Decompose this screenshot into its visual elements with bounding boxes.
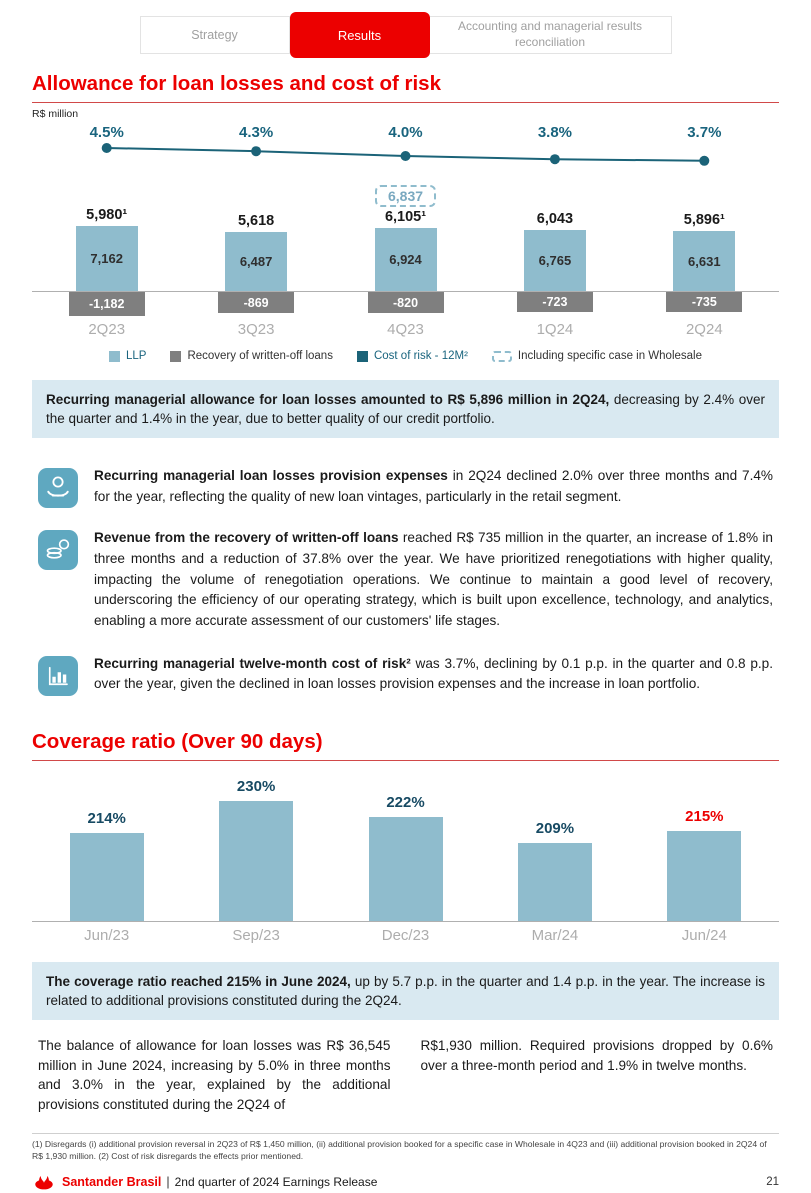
coverage-bar [219, 801, 293, 921]
highlight-box-coverage [32, 962, 779, 1020]
footer-subtitle: 2nd quarter of 2024 Earnings Release [174, 1174, 378, 1189]
llp-bar: 6,631 [673, 231, 735, 291]
page-number: 21 [766, 1175, 779, 1188]
coverage-bar [667, 831, 741, 921]
llp-bars-row [32, 175, 779, 291]
legend-label: Recovery of written-off loans [187, 350, 333, 362]
legend-label: Cost of risk - 12M² [373, 350, 468, 362]
x-axis-label: Jun/24 [681, 926, 727, 944]
recovery-bar: -723 [517, 292, 593, 312]
chart-column [181, 778, 330, 921]
bullet-rest-text: in 2Q24 declined 2.0% over three months and 7.4% for the year, reflecting the quality of new loan vintages, particularly in the retail segment. [94, 468, 774, 504]
x-axis-label: Dec/23 [381, 926, 430, 944]
balance-paragraph [32, 1036, 779, 1115]
recovery-bar: -735 [666, 292, 742, 312]
tab-accounting-reconciliation[interactable]: Accounting and managerial results reconciliation [430, 16, 672, 54]
x-axis-labels [32, 321, 779, 338]
x-axis-label: 1Q24 [536, 321, 574, 338]
bullet-text [94, 654, 773, 696]
coverage-value-label: 215% [685, 807, 724, 825]
chart-column [32, 207, 181, 291]
x-axis-label: Jun/23 [84, 926, 130, 944]
hand-coin-icon [38, 468, 78, 508]
highlight-coverage-rest: up by 5.7 p.p. in the quarter and 1.4 p.p. in the year. The increase is related to additional provisions constituted during the 2Q24. [46, 973, 765, 1008]
bullet-rest-text: was 3.7%, declining by 0.1 p.p. in the quarter and 0.8 p.p. over the year, given the declined in loan losses provision expenses and the increase in loan portfolio. [94, 655, 773, 692]
highlight-allowance-bold: Recurring managerial allowance for loan losses amounted to R$ 5,896 million in 2Q24, [46, 392, 610, 407]
cost-of-risk-value: 4.0% [388, 124, 423, 141]
recovery-bars-row [32, 292, 779, 316]
chart-unit-label: R$ million [32, 108, 79, 120]
chart-column [32, 292, 181, 316]
section-title-allowance: Allowance for loan losses and cost of risk [32, 72, 779, 103]
brand-name: Santander Brasil [62, 1174, 162, 1189]
recovery-coins-icon [38, 530, 78, 570]
cost-of-risk-value: 4.3% [239, 124, 274, 141]
footnote: (1) Disregards (i) additional provision reversal in 2Q23 of R$ 1,450 million, (ii) additional provision booked for a specific case in Wholesale in 4Q23 and (iii) additional provision booked in 2Q24 of R$ 1,930 million. (2) Cost of risk disregards the effects prior mentioned. [32, 1138, 767, 1161]
coverage-ratio-chart [32, 773, 779, 944]
llp-bar: 7,162 [76, 226, 138, 291]
page-footer [32, 1171, 779, 1193]
llp-bar: 6,765 [524, 230, 586, 291]
chart-column [480, 211, 629, 291]
allowance-cost-of-risk-chart [32, 124, 779, 338]
cost-of-risk-line [32, 141, 779, 175]
dashed-box-swatch [492, 351, 512, 362]
recovery-bar: -869 [218, 292, 294, 313]
balance-paragraph-left: The balance of allowance for loan losses was R$ 36,545 million in June 2024, increasing by 5.0% in three months and 3.0% in the year, explained by the additional provisions constituted during the 2Q24 of [38, 1037, 391, 1113]
bullet-bold-text: Recurring managerial twelve-month cost of risk² [94, 655, 411, 671]
coverage-value-label: 230% [236, 777, 276, 795]
bullet-bold-text: Revenue from the recovery of written-off loans [94, 530, 399, 546]
legend-label: Including specific case in Wholesale [517, 350, 703, 362]
chart-column [181, 213, 330, 291]
legend-label: LLP [125, 350, 147, 362]
wholesale-specific-case-label: 6,837 [375, 185, 436, 207]
x-axis-label: Mar/24 [531, 926, 579, 944]
chart-column [331, 185, 480, 291]
legend-llp [109, 350, 146, 362]
llp-bar: 6,487 [225, 232, 287, 291]
bullet-cost-of-risk [32, 654, 779, 696]
chart-column [480, 292, 629, 312]
recovery-bar: -1,182 [69, 292, 145, 316]
chart-column [331, 292, 480, 313]
net-allowance-label: 6,105¹ [384, 209, 427, 225]
balance-paragraph-right: R$1,930 million. Required provisions dropped by 0.6% over a three-month period and 1.9% in twelve months. [420, 1037, 773, 1073]
coverage-value-label: 222% [386, 793, 425, 811]
x-axis-label: 4Q23 [387, 321, 424, 338]
net-allowance-label: 6,043 [536, 211, 574, 227]
chart-column [630, 212, 779, 291]
santander-flame-logo [32, 1171, 56, 1193]
recovery-bar: -820 [368, 292, 444, 313]
bullet-provision-expenses [32, 466, 779, 508]
tab-strategy[interactable]: Strategy [140, 16, 290, 54]
x-axis-label: 3Q23 [237, 321, 275, 338]
highlight-coverage-bold: The coverage ratio reached 215% in June 2024, [46, 973, 351, 989]
coverage-bars-row [32, 773, 779, 921]
llp-bar: 6,924 [375, 228, 437, 291]
cost-of-risk-value: 3.7% [687, 124, 722, 141]
section-title-coverage: Coverage ratio (Over 90 days) [32, 730, 779, 761]
legend-recovery [170, 350, 333, 362]
cost-of-risk-labels-row [32, 124, 779, 141]
footnote-divider [32, 1133, 779, 1134]
chart-column [32, 810, 181, 921]
chart-column [630, 292, 779, 312]
cost-of-risk-value: 4.5% [89, 124, 124, 141]
x-axis-label: Sep/23 [232, 926, 280, 944]
recovery-swatch [170, 351, 181, 362]
tab-results[interactable]: Results [290, 12, 430, 58]
x-axis-label: 2Q23 [88, 321, 126, 338]
coverage-bar [70, 833, 144, 921]
bullet-rest-text: reached R$ 735 million in the quarter, an increase of 1.8% in three months and a reduction of 37.8% over the year. We have prioritized renegotiations with higher quality, impacting the volume of renegotiation operations. We continue to maintain a good level of recovery, underscoring the efficiency of our operating strategy, which is built upon excellence, technology, and analytics, enabling a more accurate assessment of our customers' life stages. [94, 530, 773, 628]
tab-bar [32, 12, 779, 58]
chart-column [480, 820, 629, 921]
net-allowance-label: 5,618 [237, 213, 275, 229]
legend-cost-of-risk [357, 350, 468, 362]
coverage-bar [518, 843, 592, 921]
chart-column [181, 292, 330, 313]
chart-baseline [32, 921, 779, 922]
chart-column [331, 794, 480, 921]
bullet-recovery-revenue [32, 528, 779, 631]
chart-column [630, 808, 779, 921]
highlight-box-allowance [32, 380, 779, 438]
highlight-allowance-rest: decreasing by 2.4% over the quarter and 1.4% in the year, due to better quality of our credit portfolio. [46, 392, 765, 427]
cost-of-risk-chart-icon [38, 656, 78, 696]
bullet-text [94, 528, 773, 631]
llp-swatch [109, 351, 120, 362]
x-axis-label: 2Q24 [685, 321, 723, 338]
cost-of-risk-value: 3.8% [537, 124, 573, 141]
bullet-bold-text: Recurring managerial loan losses provision expenses [94, 468, 448, 484]
net-allowance-label: 5,980¹ [86, 207, 128, 223]
coverage-value-label: 214% [87, 809, 126, 827]
coverage-value-label: 209% [535, 819, 575, 837]
bullet-text [94, 466, 773, 508]
legend-wholesale-case [492, 350, 702, 362]
chart-legend [32, 350, 779, 362]
coverage-bar [369, 817, 443, 921]
x-axis-labels [32, 927, 779, 944]
cost-of-risk-swatch [357, 351, 368, 362]
net-allowance-label: 5,896¹ [683, 212, 725, 228]
footer-separator: | [166, 1174, 170, 1189]
